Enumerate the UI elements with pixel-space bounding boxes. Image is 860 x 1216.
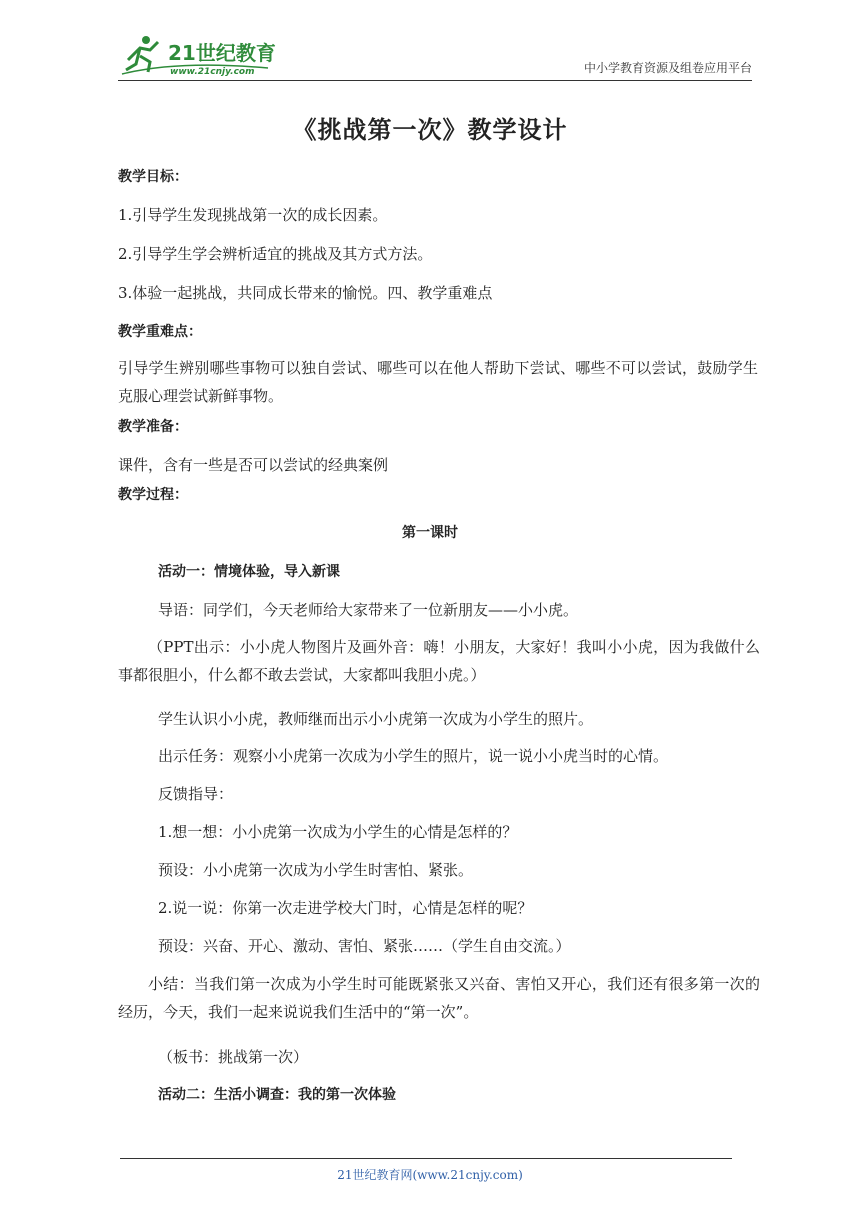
paragraph: （板书：挑战第一次） xyxy=(158,1048,309,1066)
page-header xyxy=(118,30,752,81)
site-logo xyxy=(118,30,288,78)
document-title: 《挑战第一次》教学设计 xyxy=(292,116,568,144)
header-platform-text: 中小学教育资源及组卷应用平台 xyxy=(583,61,752,75)
goal-item: 2.引导学生学会辨析适宜的挑战及其方式方法。 xyxy=(118,245,433,263)
key-text: 引导学生辨别哪些事物可以独自尝试、哪些可以在他人帮助下尝试、哪些不可以尝试，鼓励学生克服心理尝试新鲜事物。 xyxy=(118,359,758,405)
lesson-title: 第一课时 xyxy=(402,525,458,541)
paragraph: 出示任务：观察小小虎第一次成为小学生的照片，说一说小小虎当时的心情。 xyxy=(158,747,669,765)
prep-text: 课件，含有一些是否可以尝试的经典案例 xyxy=(118,456,389,474)
paragraph: 预设：小小虎第一次成为小学生时害怕、紧张。 xyxy=(158,861,474,879)
paragraph: 预设：兴奋、开心、激动、害怕、紧张……（学生自由交流。） xyxy=(158,937,571,955)
activity-one-heading: 活动一：情境体验，导入新课 xyxy=(158,564,340,580)
prep-heading: 教学准备： xyxy=(118,419,188,435)
key-heading: 教学重难点： xyxy=(118,324,202,340)
paragraph: 小结：当我们第一次成为小学生时可能既紧张又兴奋、害怕又开心，我们还有很多第一次的经历，今天，我们一起来说说我们生活中的“第一次”。 xyxy=(118,975,760,1021)
paragraph: （PPT出示：小小虎人物图片及画外音：嗨！小朋友，大家好！我叫小小虎，因为我做什么事都很胆小，什么都不敢去尝试，大家都叫我胆小虎。） xyxy=(118,638,760,684)
paragraph: 1.想一想：小小虎第一次成为小学生的心情是怎样的？ xyxy=(158,823,518,841)
svg-text:21世纪教育: 21世纪教育 xyxy=(168,41,276,65)
goals-heading: 教学目标： xyxy=(118,169,188,185)
paragraph: 2.说一说：你第一次走进学校大门时，心情是怎样的呢？ xyxy=(158,899,533,917)
process-heading: 教学过程： xyxy=(118,487,188,503)
goal-item: 1.引导学生发现挑战第一次的成长因素。 xyxy=(118,206,388,224)
paragraph: 反馈指导： xyxy=(158,785,234,803)
footer-divider xyxy=(120,1158,732,1159)
goal-item: 3.体验一起挑战，共同成长带来的愉悦。四、教学重难点 xyxy=(118,284,493,302)
svg-text:www.21cnjy.com: www.21cnjy.com xyxy=(170,67,255,77)
paragraph: 导语：同学们，今天老师给大家带来了一位新朋友——小小虎。 xyxy=(158,601,579,619)
footer-text[interactable]: 21世纪教育网(www.21cnjy.com) xyxy=(337,1168,523,1182)
paragraph: 学生认识小小虎，教师继而出示小小虎第一次成为小学生的照片。 xyxy=(158,710,594,728)
activity-two-heading: 活动二：生活小调查：我的第一次体验 xyxy=(158,1087,396,1103)
